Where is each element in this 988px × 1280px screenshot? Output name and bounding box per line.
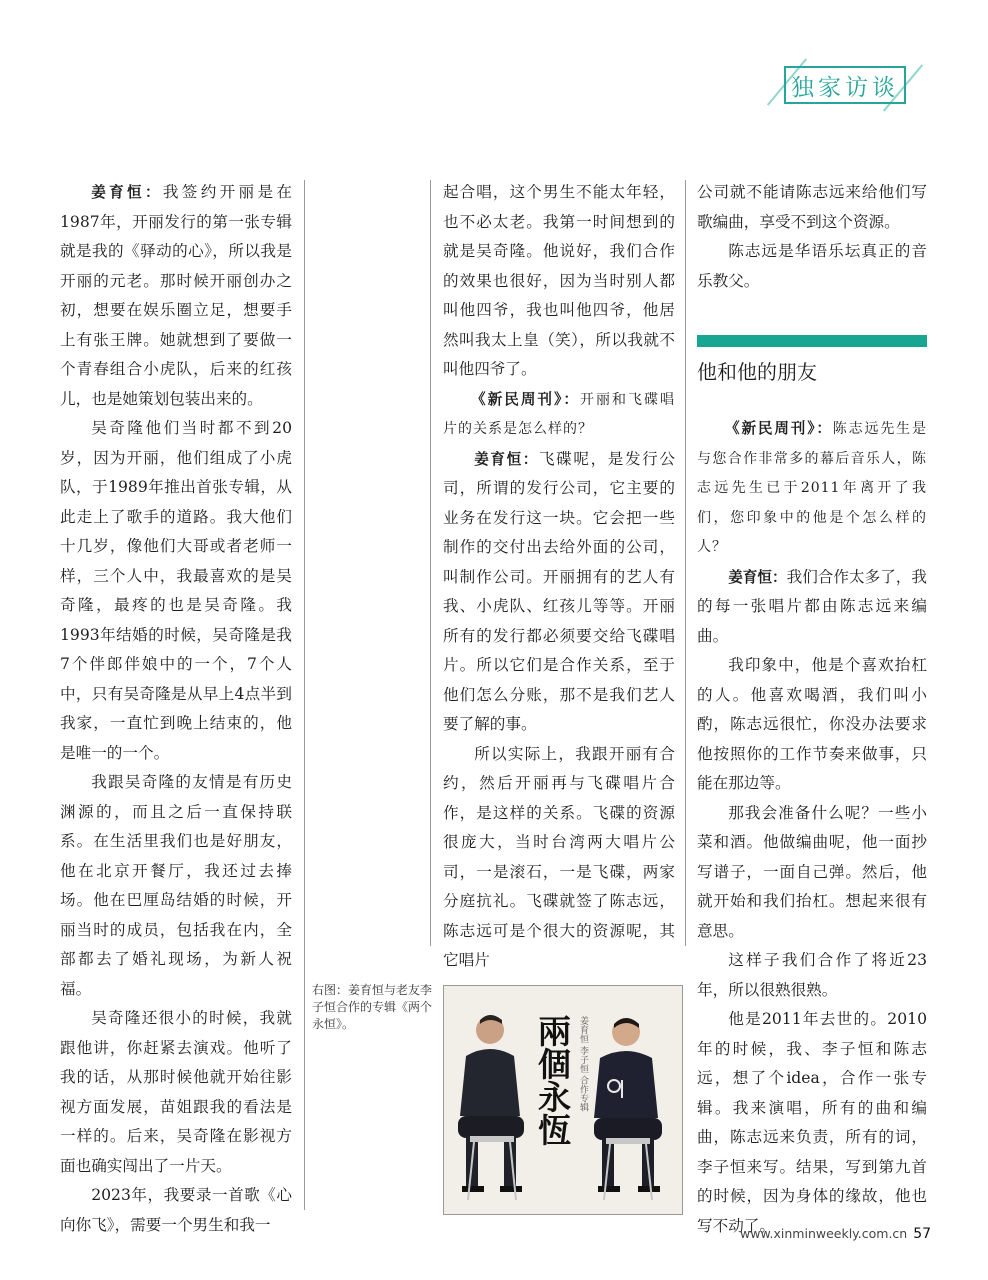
paragraph	[443, 445, 675, 740]
album-title: 兩個永恆	[533, 1014, 572, 1146]
speaker-label: 姜育恒：	[474, 450, 539, 468]
paragraph: 起合唱，这个男生不能太年轻，也不必太老。我第一时间想到的就是吴奇隆。他说好，我们合作的效果也很好，因为当时别人都叫他四爷，我也叫他四爷，他居然叫我太上皇（笑），所以我就不叫他四爷了。	[443, 183, 675, 378]
speaker-label: 姜育恒：	[91, 184, 163, 201]
question	[697, 414, 927, 563]
section-divider-bar	[697, 335, 927, 347]
question-text: 陈志远先生是与您合作非常多的幕后音乐人，陈志远先生已于2011年离开了我们，您印象中的他是个怎么样的人？	[697, 421, 928, 555]
paragraph: 这样子我们合作了将近23年，所以很熟很熟。	[697, 951, 927, 999]
interviewer-label: 《新民周刊》：	[725, 420, 833, 437]
paragraph: 那我会准备什么呢？一些小菜和酒。他做编曲呢，他一面抄写谱子，一面自己弹。然后，他就开始和我们抬杠。想起来很有意思。	[697, 803, 927, 940]
paragraph: 吴奇隆还很小的时候，我就跟他讲，你赶紧去演戏。他听了我的话，从那时候他就开始往影视方面发展，苗姐跟我的看法是一样的。后来，吴奇隆在影视方面也确实闯出了一片天。	[60, 1009, 292, 1175]
question-text: 开丽和飞碟唱片的关系是怎么样的？	[443, 391, 676, 437]
paragraph: 我跟吴奇隆的友情是有历史渊源的，而且之后一直保持联系。在生活里我们也是好朋友，他在北京开餐厅，我还过去捧场。他在巴厘岛结婚的时候，开丽当时的成员，包括我在内，全部都去了婚礼现场，为新人祝福。	[60, 773, 292, 998]
paragraph-text: 我们合作太多了，我的每一张唱片都由陈志远来编曲。	[697, 567, 927, 645]
article-column-1	[60, 178, 292, 1240]
page-number: 57	[913, 1226, 932, 1242]
paragraph-text: 飞碟呢，是发行公司，所谓的发行公司，它主要的业务在发行这一块。它会把一些制作的交付出去给外面的公司，叫制作公司。开丽拥有的艺人有我、小虎队、红孩儿等等。开丽所有的发行都必须要交给飞碟唱片。所以它们是合作关系，至于他们怎么分账，那不是我们艺人要了解的事。	[443, 449, 675, 733]
question	[443, 385, 675, 445]
paragraph: 2023年，我要录一首歌《心向你飞》，需要一个男生和我一	[60, 1186, 292, 1234]
article-column-2	[443, 178, 675, 976]
interviewer-label: 《新民周刊》：	[471, 390, 580, 408]
column-divider	[304, 180, 305, 1210]
badge-label: 独家访谈	[784, 66, 906, 104]
paragraph: 所以实际上，我跟开丽有合约，然后开丽再与飞碟唱片合作，是这样的关系。飞碟的资源很庞大，当时台湾两大唱片公司，一是滚石，一是飞碟，两家分庭抗礼。飞碟就签了陈志远，陈志远可是个很大的资源呢，其它唱片	[443, 744, 675, 969]
speaker-label: 姜育恒：	[728, 568, 787, 586]
paragraph	[60, 178, 292, 414]
column-divider	[685, 180, 686, 946]
article-column-3	[697, 414, 927, 1241]
column-badge	[778, 60, 918, 112]
album-subtitle: 姜育恒 李子恒 合作专辑	[578, 1016, 588, 1112]
paragraph: 吴奇隆他们当时都不到20岁，因为开丽，他们组成了小虎队，于1989年推出首张专辑，从此走上了歌手的道路。我大他们十几岁，像他们大哥或者老师一样，三个人中，我最喜欢的是吴奇隆，最疼的也是吴奇隆。我1993年结婚的时候，吴奇隆是我7个伴郎伴娘中的一个，7个人中，只有吴奇隆是从早上4点半到我家，一直忙到晚上结束的，他是唯一的一个。	[60, 419, 292, 762]
figure-caption: 右图：姜育恒与老友李子恒合作的专辑《两个永恒》。	[312, 983, 433, 1031]
section-heading: 他和他的朋友	[697, 360, 817, 384]
column-divider	[430, 180, 431, 946]
album-cover-image	[443, 985, 683, 1215]
website-url: www.xinminweekly.com.cn	[740, 1226, 908, 1241]
paragraph: 我印象中，他是个喜欢抬杠的人。他喜欢喝酒，我们叫小酌，陈志远很忙，你没办法要求他按照你的工作节奏来做事，只能在那边等。	[697, 656, 927, 792]
paragraph: 他是2011年去世的。2010年的时候，我、李子恒和陈志远，想了个idea，合作一张专辑。我来演唱，所有的曲和编曲，陈志远来负责，所有的词，李子恒来写。结果，写到第九首的时候，因为身体的缘故，他也写不动了。	[697, 1010, 927, 1235]
paragraph: 陈志远是华语乐坛真正的音乐教父。	[697, 242, 927, 290]
paragraph	[697, 563, 927, 652]
paragraph: 公司就不能请陈志远来给他们写歌编曲，享受不到这个资源。	[697, 183, 927, 231]
article-column-3-top	[697, 178, 927, 318]
page-footer	[740, 1226, 931, 1242]
paragraph-text: 我签约开丽是在1987年，开丽发行的第一张专辑就是我的《驿动的心》，所以我是开丽的元老。那时候开丽创办之初，想要在娱乐圈立足，想要手上有张王牌。她就想到了要做一个青春组合小虎队，后来的红孩儿，也是她策划包装出来的。	[60, 183, 292, 408]
